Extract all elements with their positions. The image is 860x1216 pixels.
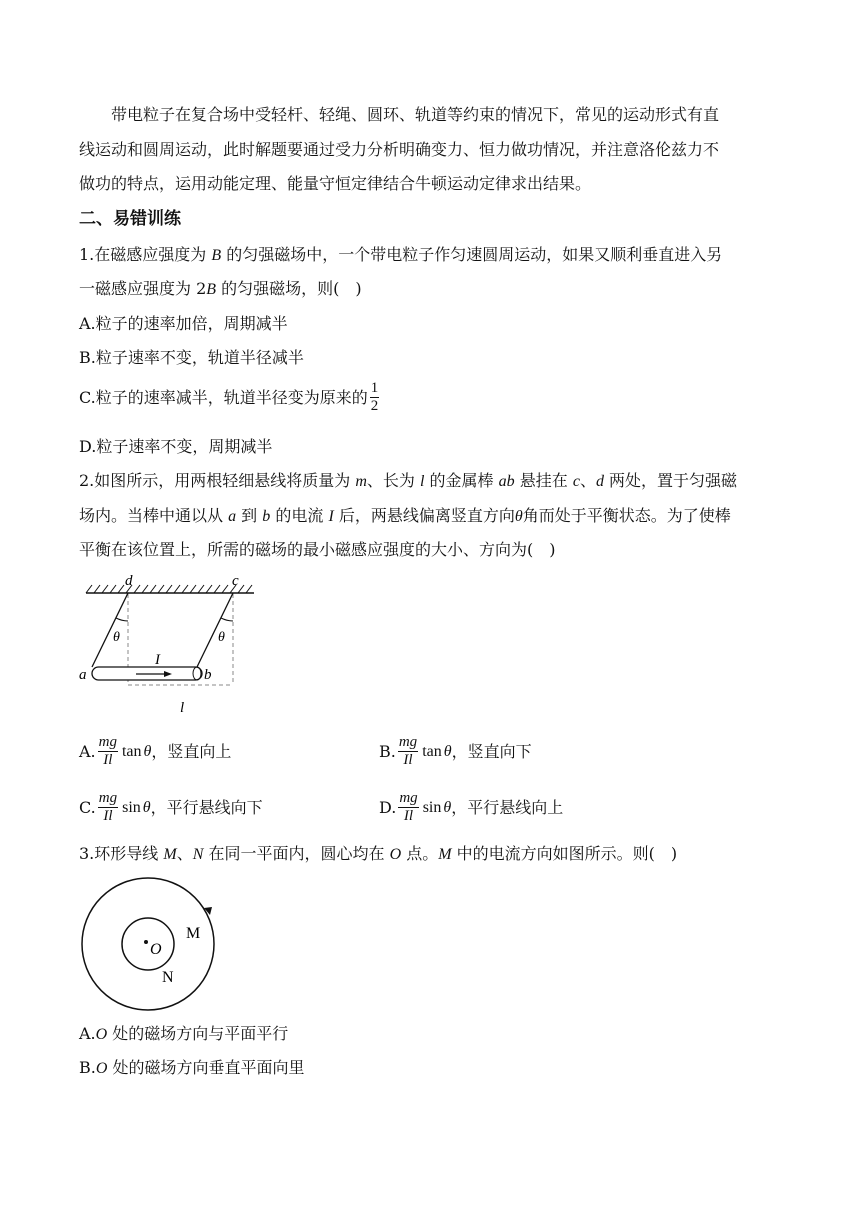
intro-line-3: 做功的特点，运用动能定理、能量守恒定律结合牛顿运动定律求出结果。 bbox=[79, 174, 592, 193]
right-thread bbox=[197, 593, 233, 667]
q2-option-d-fraction: $\frac{mg}{Il}$ bbox=[399, 790, 418, 824]
label-theta-left: θ bbox=[113, 630, 120, 645]
q2-option-c-fraction: $\frac{mg}{Il}$ bbox=[98, 790, 118, 824]
label-d: d bbox=[125, 573, 133, 589]
q1-option-b: B.粒子速率不变，轨道半径减半 bbox=[79, 348, 304, 367]
label-current-I: I bbox=[155, 652, 160, 668]
section-heading: 二、易错训练 bbox=[79, 209, 181, 229]
center-point-O bbox=[144, 940, 148, 944]
q3-stem: 3.环形导线 M、N 在同一平面内，圆心均在 O 点。M 中的电流方向如图所示。则( ) bbox=[79, 844, 678, 863]
q2-stem-line-2: 场内。当棒中通以从 a 到 b 的电流 I 后，两悬线偏离竖直方向θ角而处于平衡状态。为了使棒 bbox=[79, 506, 731, 525]
q2-option-b-fraction: $\frac{mg}{Il}$ bbox=[398, 734, 418, 768]
intro-line-1: 带电粒子在复合场中受轻杆、轻绳、圆环、轨道等约束的情况下，常见的运动形式有直 bbox=[111, 105, 720, 124]
left-thread bbox=[92, 593, 128, 667]
label-length-l: l bbox=[180, 700, 185, 716]
q3-option-b: B.O 处的磁场方向垂直平面向里 bbox=[79, 1058, 305, 1077]
label-N: N bbox=[162, 969, 174, 986]
label-M: M bbox=[186, 925, 201, 942]
label-c: c bbox=[232, 573, 239, 589]
inner-ring-N bbox=[122, 918, 174, 970]
q2-option-b: B. $\frac{mg}{Il}$ tan θ ，竖直向下 bbox=[379, 734, 532, 768]
label-b: b bbox=[204, 667, 212, 683]
label-a: a bbox=[79, 667, 87, 683]
q2-option-a: A. $\frac{mg}{Il}$ tan θ ，竖直向上 bbox=[79, 734, 232, 768]
left-angle-arc bbox=[116, 618, 128, 621]
q2-rod-figure bbox=[76, 570, 266, 720]
label-O: O bbox=[150, 941, 162, 958]
q2-option-a-fraction: $\frac{mg}{Il}$ bbox=[98, 734, 117, 768]
q1-option-c-fraction: $\frac{1}{2}$ bbox=[370, 380, 379, 414]
ceiling-hatching bbox=[86, 585, 252, 593]
q2-option-c: C. $\frac{mg}{Il}$ sin θ ，平行悬线向下 bbox=[79, 790, 263, 824]
label-theta-right: θ bbox=[218, 630, 225, 645]
q1-stem-line-2: 一磁感应强度为 2B 的匀强磁场，则( ) bbox=[79, 279, 362, 298]
q3-rings-figure bbox=[76, 874, 226, 1014]
q2-stem-line-1: 2.如图所示，用两根轻细悬线将质量为 m、长为 l 的金属棒 ab 悬挂在 c、d 两处，置于匀强磁 bbox=[79, 471, 738, 490]
right-angle-arc bbox=[221, 618, 233, 621]
q3-option-a: A.O 处的磁场方向与平面平行 bbox=[79, 1024, 289, 1043]
intro-line-2: 线运动和圆周运动，此时解题要通过受力分析明确变力、恒力做功情况，并注意洛伦兹力不 bbox=[79, 140, 720, 159]
q2-option-d: D. $\frac{mg}{Il}$ sin θ ，平行悬线向上 bbox=[379, 790, 564, 824]
q1-option-d: D.粒子速率不变，周期减半 bbox=[79, 437, 273, 456]
q2-stem-line-3: 平衡在该位置上，所需的磁场的最小磁感应强度的大小、方向为( ) bbox=[79, 540, 556, 559]
q1-stem-line-1: 1.在磁感应强度为 B 的匀强磁场中，一个带电粒子作匀速圆周运动，如果又顺利垂直进入另 bbox=[79, 245, 723, 264]
q1-option-c: C.粒子的速率减半，轨道半径变为原来的 $\frac{1}{2}$ bbox=[79, 380, 379, 414]
q1-option-a: A.粒子的速率加倍，周期减半 bbox=[79, 314, 288, 333]
outer-ring-M bbox=[82, 878, 214, 1010]
